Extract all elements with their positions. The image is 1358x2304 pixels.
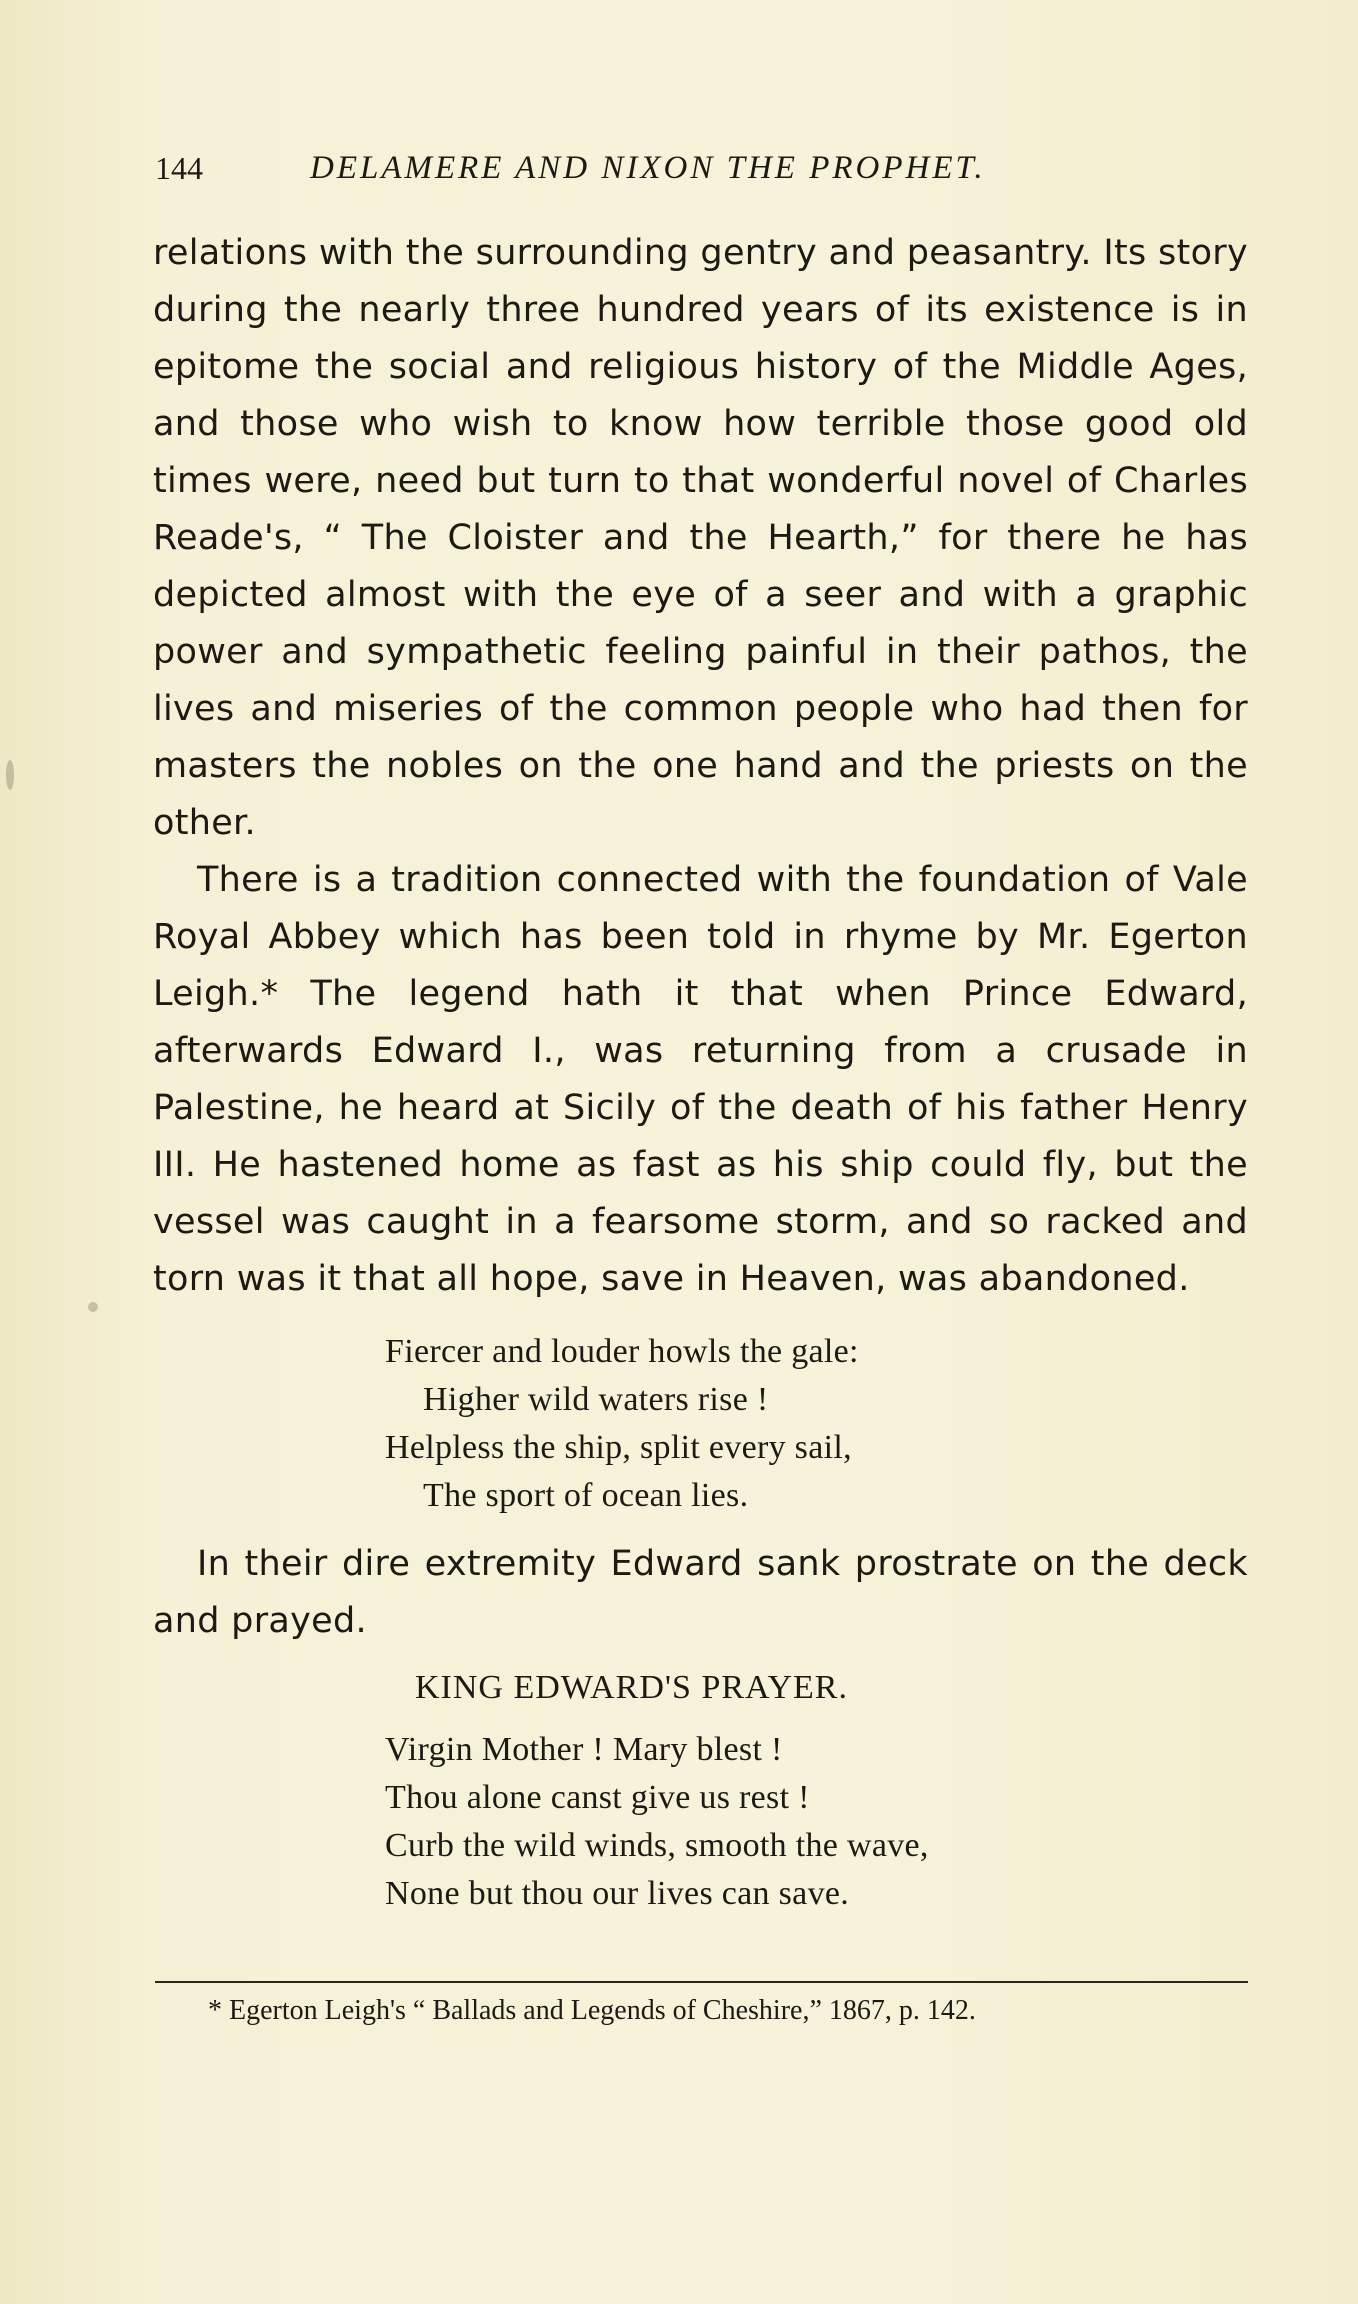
paragraph-tradition: There is a tradition connected with the foundation of Vale Royal Abbey which has been told in rhyme by Mr. Egerton Leigh.* The legend hath it that when Prince Edward, afterwards Edward I., was returning from a crusade in Palestine, he heard at Sicily of the death of his father Henry III. He hastened home as fast as his ship could fly, but the vessel was caught in a fearsome storm, and so racked and torn was it that all hope, save in Heaven, was abandoned.	[153, 860, 1248, 1299]
verse-line: Helpless the ship, split every sail,	[385, 1429, 852, 1466]
footnote: * Egerton Leigh's “ Ballads and Legends of Cheshire,” 1867, p. 142.	[208, 1995, 976, 2026]
prayer-title: KING EDWARD'S PRAYER.	[415, 1669, 848, 1706]
verse-line: Higher wild waters rise !	[423, 1381, 769, 1418]
running-head	[155, 150, 1255, 190]
body-text	[153, 225, 1248, 1934]
running-head-title: DELAMERE AND NIXON THE PROPHET.	[310, 150, 986, 186]
prayer-line: Curb the wild winds, smooth the wave,	[385, 1827, 929, 1864]
paper-blemish	[88, 1302, 98, 1312]
verse-line: The sport of ocean lies.	[423, 1477, 749, 1514]
prayer-stanza	[385, 1726, 1358, 1918]
paper-blemish	[6, 760, 14, 790]
verse-stanza	[385, 1328, 1358, 1520]
prayer-line: None but thou our lives can save.	[385, 1875, 850, 1912]
page-number: 144	[155, 150, 203, 186]
footnote-rule	[155, 1981, 1248, 1983]
prayer-line: Virgin Mother ! Mary blest !	[385, 1731, 783, 1768]
paragraph-prayed: In their dire extremity Edward sank prostrate on the deck and prayed.	[153, 1544, 1248, 1641]
verse-line: Fiercer and louder howls the gale:	[385, 1333, 859, 1370]
paragraph-continuation: relations with the surrounding gentry and peasantry. Its story during the nearly three hundred years of its existence is in epitome the social and religious history of the Middle Ages, and those who wish to know how terrible those good old times were, need but turn to that wonderful novel of Charles Reade's, “ The Cloister and the Hearth,” for there he has depicted almost with the eye of a seer and with a graphic power and sympathetic feeling painful in their pathos, the lives and miseries of the common people who had then for masters the nobles on the one hand and the priests on the other.	[153, 233, 1248, 843]
prayer-line: Thou alone canst give us rest !	[385, 1779, 810, 1816]
